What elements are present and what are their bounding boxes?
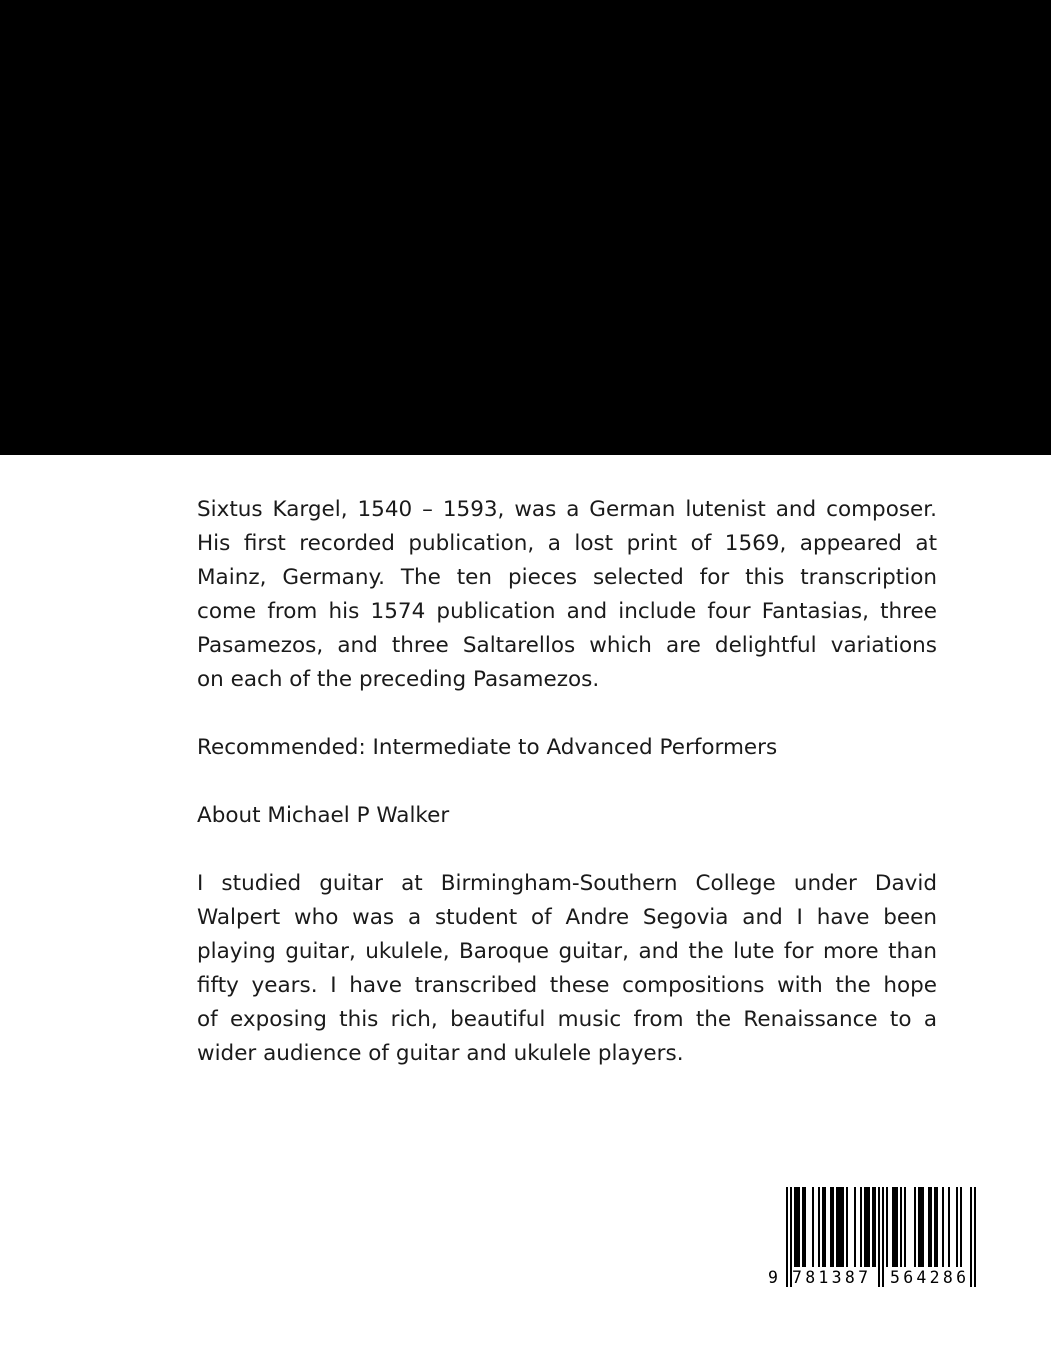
barcode-bar: [900, 1187, 902, 1267]
description-line: His first recorded publication, a lost print of 1569, appeared at: [197, 531, 937, 556]
barcode-bar: [892, 1187, 894, 1267]
barcode-left-digits: 781387: [792, 1268, 868, 1287]
about-line: wider audience of guitar and ukulele players.: [197, 1041, 684, 1066]
about-line: fifty years. I have transcribed these compositions with the hope: [197, 973, 937, 998]
barcode-bar: [896, 1187, 898, 1267]
barcode-bar: [836, 1187, 838, 1267]
barcode-bar: [904, 1187, 906, 1267]
barcode-bar: [922, 1187, 924, 1267]
barcode-bar: [804, 1187, 806, 1267]
barcode-bar: [872, 1187, 874, 1267]
barcode-bar: [846, 1187, 848, 1267]
barcode-bar: [948, 1187, 950, 1267]
about-line: Walpert who was a student of Andre Segovia and I have been: [197, 905, 937, 930]
barcode-bar: [798, 1187, 800, 1267]
description-line: Mainz, Germany. The ten pieces selected for this transcription: [197, 565, 937, 590]
barcode-bar: [794, 1187, 796, 1267]
barcode-bar: [786, 1187, 788, 1287]
about-heading: About Michael P Walker: [197, 803, 450, 828]
barcode-bar: [854, 1187, 856, 1267]
cover-black-band: [0, 0, 1051, 455]
barcode-bar: [886, 1187, 888, 1267]
barcode-bar: [812, 1187, 814, 1267]
barcode-bar: [818, 1187, 820, 1267]
barcode-bar: [970, 1187, 972, 1287]
description-line: Sixtus Kargel, 1540 – 1593, was a German lutenist and composer.: [197, 497, 937, 522]
barcode-bar: [918, 1187, 920, 1267]
barcode-bar: [868, 1187, 870, 1267]
barcode-bar: [864, 1187, 866, 1267]
barcode-bar: [840, 1187, 842, 1267]
barcode-bar: [838, 1187, 840, 1267]
barcode-bar: [956, 1187, 958, 1267]
barcode-bar: [920, 1187, 922, 1267]
isbn-barcode: [766, 1185, 984, 1291]
barcode-bar: [860, 1187, 862, 1267]
barcode-bar: [960, 1187, 962, 1267]
barcode-bar: [942, 1187, 944, 1267]
barcode-bar: [830, 1187, 832, 1267]
barcode-bar: [874, 1187, 876, 1267]
barcode-bar: [842, 1187, 844, 1267]
barcode-bar: [936, 1187, 938, 1267]
description-line: come from his 1574 publication and include four Fantasias, three: [197, 599, 937, 624]
about-line: playing guitar, ukulele, Baroque guitar, and the lute for more than: [197, 939, 937, 964]
barcode-bar: [866, 1187, 868, 1267]
barcode-bar: [882, 1187, 884, 1287]
barcode-bar: [822, 1187, 824, 1267]
recommended-level: Recommended: Intermediate to Advanced Performers: [197, 735, 778, 760]
description-line: on each of the preceding Pasamezos.: [197, 667, 600, 692]
barcode-first-digit: 9: [768, 1268, 778, 1287]
barcode-bar: [802, 1187, 804, 1267]
barcode-bar: [878, 1187, 880, 1287]
about-line: I studied guitar at Birmingham-Southern College under David: [197, 871, 937, 896]
barcode-graphic: [766, 1185, 984, 1291]
about-line: of exposing this rich, beautiful music from the Renaissance to a: [197, 1007, 937, 1032]
barcode-bar: [928, 1187, 930, 1267]
back-cover-text: [197, 493, 937, 1071]
barcode-bar: [930, 1187, 932, 1267]
barcode-bar: [824, 1187, 826, 1267]
barcode-bar: [894, 1187, 896, 1267]
barcode-bar: [914, 1187, 916, 1267]
barcode-bar: [832, 1187, 834, 1267]
barcode-bar: [796, 1187, 798, 1267]
barcode-bar: [934, 1187, 936, 1267]
description-line: Pasamezos, and three Saltarellos which are delightful variations: [197, 633, 937, 658]
barcode-right-digits: 564286: [890, 1268, 966, 1287]
barcode-bar: [974, 1187, 976, 1287]
